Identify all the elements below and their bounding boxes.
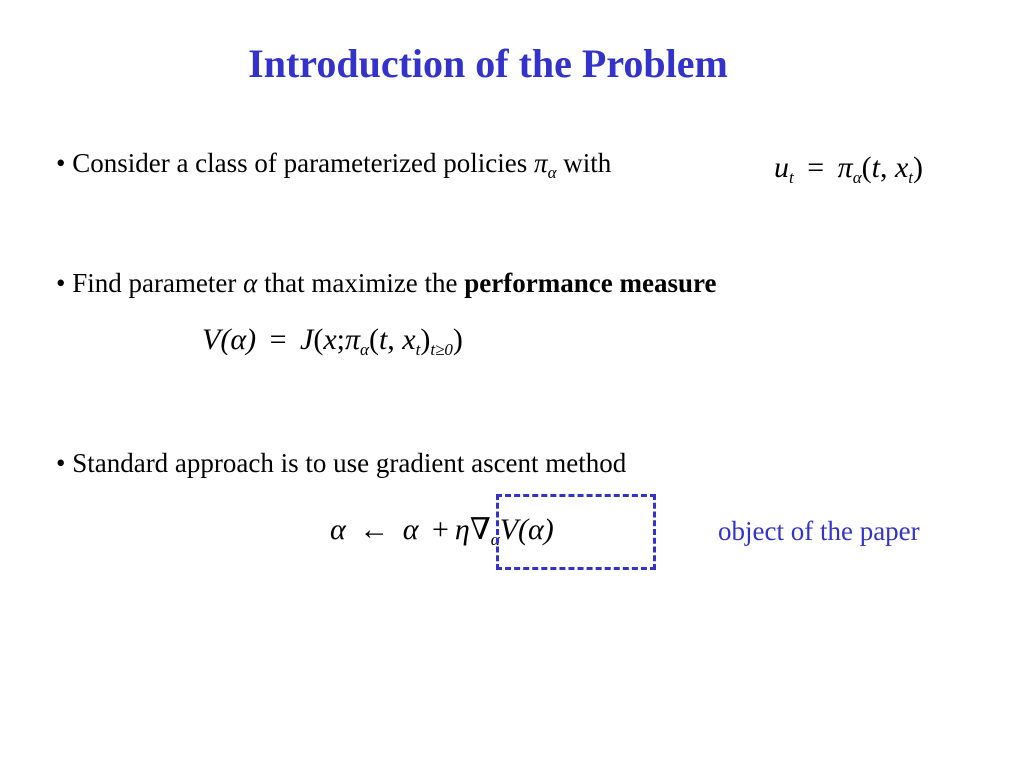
bullet-marker: •	[56, 448, 66, 478]
policy-symbol: $\pi_\alpha$	[534, 148, 557, 182]
slide-title: Introduction of the Problem	[248, 41, 728, 86]
bullet-find-parameter	[56, 266, 716, 300]
performance-measure-emphasis: performance measure	[464, 268, 717, 298]
bullet-text: Standard approach is to use gradient ascent method	[72, 448, 627, 478]
bullet-marker: •	[56, 148, 66, 178]
object-of-paper-note: object of the paper	[718, 516, 920, 546]
policy-equation: $u_t = \pi_\alpha(t$, $x_t$)	[774, 151, 924, 187]
highlight-dashed-box	[496, 494, 656, 570]
gradient-update-equation: α ← $\alpha + \eta\nabla_\alpha V(\alpha)$	[330, 513, 554, 549]
bullet-parameterized-policies	[56, 146, 611, 180]
bullet-gradient-ascent	[56, 446, 626, 480]
bullet-text: Consider a class of parameterized policies	[72, 148, 528, 178]
bullet-marker: •	[56, 268, 66, 298]
alpha-symbol: α	[243, 268, 258, 298]
bullet-tail: that maximize the	[264, 268, 458, 298]
value-equation: $V(\alpha) = J(x;\pi_\alpha(t$, $x_t)_{t\ge 0}$)	[202, 323, 463, 359]
bullet-text: Find parameter	[72, 268, 237, 298]
bullet-tail: with	[563, 148, 612, 178]
